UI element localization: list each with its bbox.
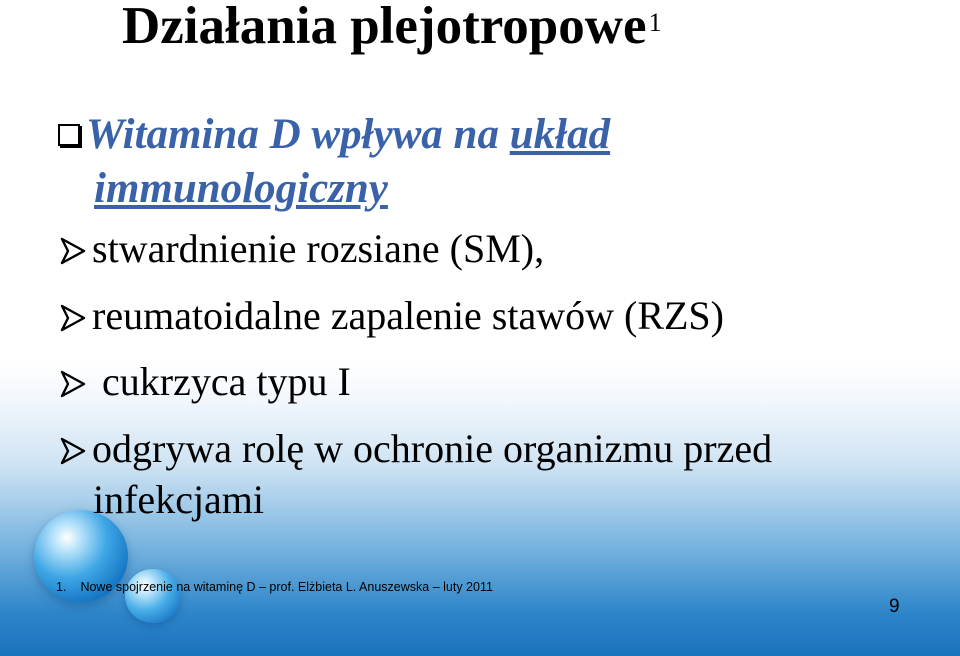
footnote (56, 580, 493, 594)
heading-underlined-1: układ (509, 111, 611, 158)
bullet-item (58, 425, 772, 472)
bullet-text: stwardnienie rozsiane (SM), (92, 226, 545, 271)
footnote-number: 1. (56, 580, 67, 594)
bullet-text: odgrywa rolę w ochronie organizmu przed (92, 426, 773, 471)
bullet-item (58, 225, 544, 272)
heading-underlined-2: immunologiczny (94, 165, 388, 212)
arrow-bullet-icon (58, 369, 88, 399)
bullet-item (58, 292, 724, 339)
slide-title (122, 0, 662, 56)
bullet-text: infekcjami (93, 477, 265, 522)
bullet-continuation (93, 476, 264, 523)
bullet-text: cukrzyca typu I (102, 359, 351, 404)
bubble-decoration-small (125, 569, 181, 623)
title-footnote-ref: 1 (648, 8, 662, 37)
topic-heading (58, 108, 611, 212)
slide-title-text: Działania plejotropowe (122, 0, 647, 55)
checkbox-bullet-icon (58, 124, 80, 146)
arrow-bullet-icon (58, 436, 88, 466)
bullet-text: reumatoidalne zapalenie stawów (RZS) (92, 293, 724, 338)
arrow-bullet-icon (58, 303, 88, 333)
footnote-text: Nowe spojrzenie na witaminę D – prof. Elżbieta L. Anuszewska – luty 2011 (80, 580, 493, 594)
heading-text: Witamina D wpływa na (86, 111, 510, 158)
arrow-bullet-icon (58, 236, 88, 266)
bullet-item (58, 358, 351, 405)
page-number: 9 (889, 596, 900, 617)
